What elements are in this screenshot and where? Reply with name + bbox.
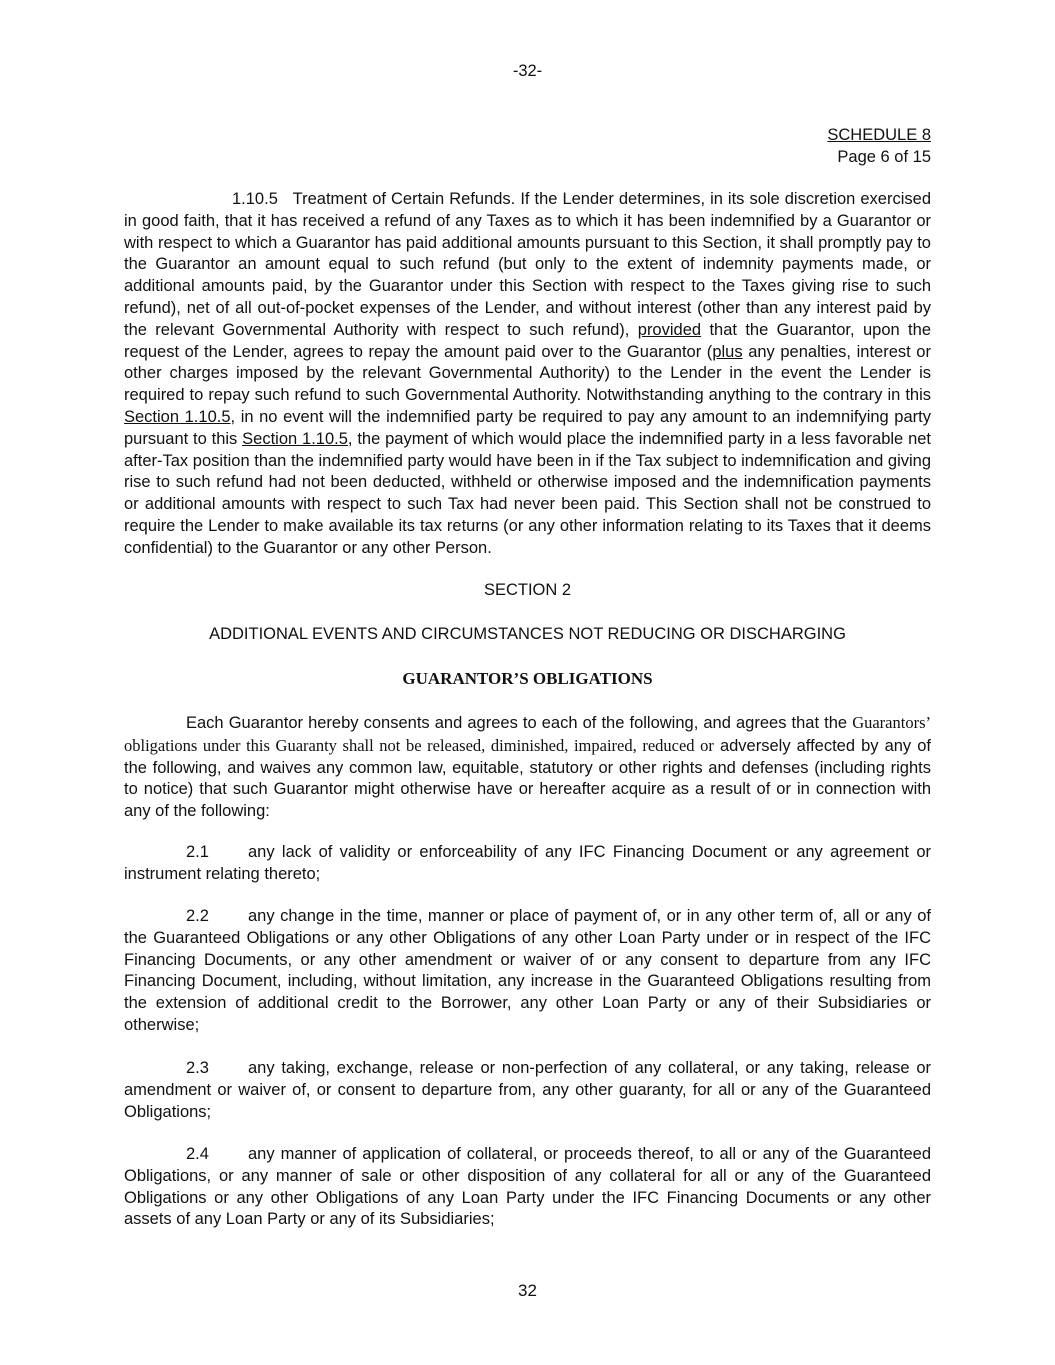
paragraph-text: If the Lender determines, in its sole discretion exercised in good faith, that it has received a refund of any Taxes as to which it has been indemnified by a Guarantor or with respect to which a Guarantor has paid additional amounts pursuant to this Section, it shall promptly pay to the Guarantor an amount equal to such refund (but only to the extent of indemnity payments made, or additional amounts paid, by the Guarantor under this Section with respect to the Taxes giving rise to such refund), net of all out-of-pocket expenses of the Lender, and without interest (other than any interest paid by the relevant Governmental Authority with respect to such refund), bbox=[124, 190, 931, 339]
paragraph-text: , in no event will the indemnified party be required to pay any amount to an indemnifying party pursuant to this bbox=[124, 407, 931, 448]
page-footer-number: 32 bbox=[518, 1281, 537, 1300]
plus-term: plus bbox=[712, 342, 743, 361]
section-2-intro bbox=[124, 712, 931, 823]
item-number: 2.3 bbox=[186, 1059, 209, 1077]
section-reference: Section 1.10.5 bbox=[242, 429, 348, 448]
item-text: any taking, exchange, release or non-perfection of any collateral, or any taking, release or amendment or waiver of, or consent to departure from, any other guaranty, for all or any of the Guaranteed Obligations; bbox=[124, 1059, 931, 1121]
intro-text: adversely affected by any of the following, and waives any common law, equitable, statutory or other rights and defenses (including rights to notice) that such Guarantor might otherwise have or hereafter acquire as a result of or in connection with any of the following: bbox=[124, 736, 931, 821]
item-text: any lack of validity or enforceability of any IFC Financing Document or any agreement or instrument relating thereto; bbox=[124, 843, 931, 883]
item-number: 2.1 bbox=[186, 843, 209, 861]
intro-text-serif: Guarantors’ obligations under this Guaranty shall not be released, diminished, impaired, reduced or bbox=[124, 713, 931, 755]
page-header-number: -32- bbox=[512, 62, 543, 80]
schedule-page: Page 6 of 15 bbox=[837, 148, 931, 166]
intro-text: Each Guarantor hereby consents and agrees to each of the following, and agrees that the bbox=[186, 714, 848, 732]
list-item-2-2 bbox=[124, 906, 931, 1037]
list-item-2-3 bbox=[124, 1058, 931, 1123]
section-number: 1.10.5 bbox=[232, 190, 278, 208]
paragraph-text: any penalties, interest or other charges imposed by the relevant Governmental Authority) to the Lender in the event the Lender is required to repay such refund to such Governmental Authority. Notwithstanding anything to the contrary in this bbox=[124, 342, 931, 405]
list-item-2-1 bbox=[124, 842, 931, 886]
section-2-label: SECTION 2 bbox=[483, 581, 572, 599]
item-text: any manner of application of collateral, or proceeds thereof, to all or any of the Guaranteed Obligations, or any manner of sale or other disposition of any collateral for all or any of the Guaranteed Obligations or any other Obligations of any Loan Party under the IFC Financing Documents or any other assets of any Loan Party or any of its Subsidiaries; bbox=[124, 1145, 931, 1229]
item-text: any change in the time, manner or place of payment of, or in any other term of, all or any of the Guaranteed Obligations or any other Obligations of any other Loan Party under or in respect of the IFC Financing Documents, or any other amendment or waiver of or any consent to departure from any IFC Financing Document, including, without limitation, any increase in the Guaranteed Obligations resulting from the extension of additional credit to the Borrower, any other Loan Party or any of their Subsidiaries or otherwise; bbox=[124, 907, 931, 1034]
section-2-title: ADDITIONAL EVENTS AND CIRCUMSTANCES NOT REDUCING OR DISCHARGING bbox=[209, 625, 846, 643]
schedule-label bbox=[827, 124, 931, 168]
section-heading: Treatment of Certain Refunds. bbox=[292, 190, 516, 208]
item-number: 2.4 bbox=[186, 1145, 209, 1163]
provided-term: provided bbox=[637, 320, 702, 339]
schedule-title: SCHEDULE 8 bbox=[827, 126, 931, 144]
paragraph-1-10-5 bbox=[124, 189, 931, 560]
section-2-subtitle: GUARANTOR’S OBLIGATIONS bbox=[402, 669, 653, 688]
paragraph-text: that the Guarantor, upon the request of the Lender, agrees to repay the amount paid over to the Guarantor ( bbox=[124, 320, 931, 361]
list-item-2-4 bbox=[124, 1144, 931, 1231]
section-reference: Section 1.10.5 bbox=[124, 407, 231, 426]
item-number: 2.2 bbox=[186, 907, 209, 925]
paragraph-text: , the payment of which would place the indemnified party in a less favorable net after-Tax position than the indemnified party would have been in if the Tax subject to indemnification and giving rise to such refund had not been deducted, withheld or otherwise imposed and the indemnification payments or additional amounts with respect to such Tax had never been paid. This Section shall not be construed to require the Lender to make available its tax returns (or any other information relating to its Taxes that it deems confidential) to the Guarantor or any other Person. bbox=[124, 429, 932, 557]
